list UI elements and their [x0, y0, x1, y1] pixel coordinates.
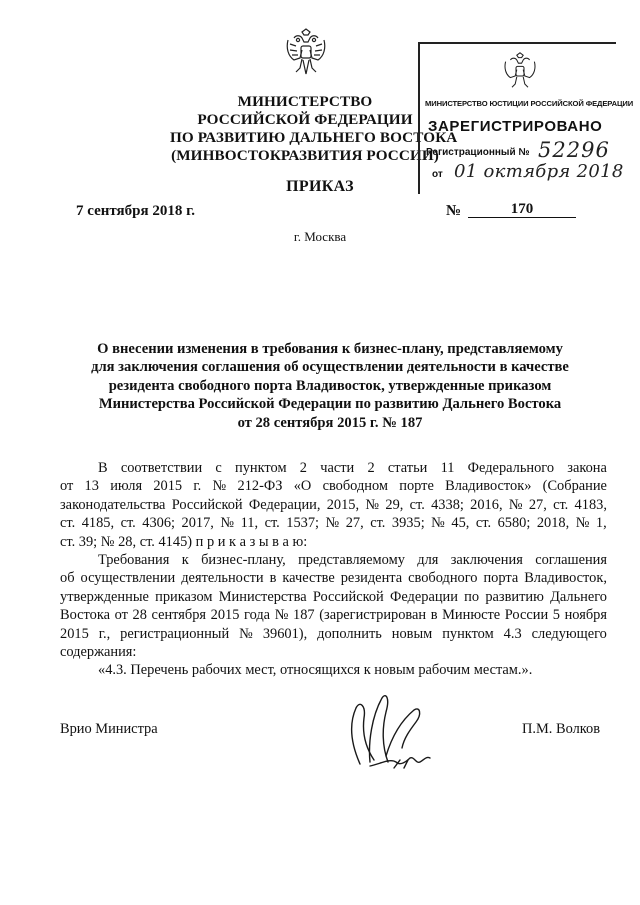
stamp-date-value: 01 октября 2018: [454, 161, 624, 182]
ministry-line: (МИНВОСТОКРАЗВИТИЯ РОССИИ): [171, 147, 439, 164]
paragraph-line: Требования к бизнес-плану, представляемому для заключения соглашения: [98, 551, 607, 568]
stamp-regno-value: 52296: [538, 138, 610, 162]
ministry-line: РОССИЙСКОЙ ФЕДЕРАЦИИ: [197, 111, 413, 128]
paragraph-line: 2015 г., регистрационный № 39601), дополнить новым пунктом 4.3 следующего: [60, 625, 607, 642]
order-city: г. Москва: [293, 229, 347, 244]
order-number: 170: [468, 201, 576, 218]
signatory-name: П.М. Волков: [522, 721, 601, 737]
paragraph-line: законодательства Российской Федерации, 2015, № 29, ст. 4338; 2016, № 27, ст. 4183,: [60, 496, 607, 513]
order-subject: [60, 340, 600, 432]
paragraph-amendment: [60, 551, 607, 643]
paragraph-line: ст. 39; № 28, ст. 4145) п р и к а з ы в а ю:: [60, 533, 308, 550]
paragraph-line: об осуществлении деятельности в качестве резидента свободного порта Владивосток,: [60, 570, 607, 587]
subject-line: Министерства Российской Федерации по развитию Дальнего Востока: [98, 396, 562, 413]
paragraph-new-clause: «4.3. Перечень рабочих мест, относящихся к новым рабочим местам.».: [98, 662, 533, 679]
order-title: ПРИКАЗ: [286, 178, 354, 195]
paragraph-line: В соответствии с пунктом 2 части 2 статьи 11 Федерального закона: [98, 460, 607, 476]
paragraph-line: ст. 4185, ст. 4306; 2017, № 11, ст. 1537; № 27, ст. 3935; № 45, ст. 6580; 2018, № 1,: [60, 515, 607, 532]
ministry-line: МИНИСТЕРСТВО: [237, 93, 373, 110]
subject-line: для заключения соглашения об осуществлении деятельности в качестве: [91, 359, 569, 376]
stamp-status: ЗАРЕГИСТРИРОВАНО: [428, 118, 603, 135]
order-date: 7 сентября 2018 г.: [76, 203, 196, 219]
paragraph-line: Востока от 28 сентября 2015 года № 187 (зарегистрирован в Минюсте России 5 ноября: [60, 607, 607, 624]
ministry-heading: [170, 93, 458, 165]
subject-line: О внесении изменения в требования к бизнес-плану, представляемому: [97, 341, 563, 357]
registration-stamp: [418, 42, 634, 194]
order-number-sign: №: [446, 203, 462, 219]
stamp-regno-label: Регистрационный №: [426, 147, 530, 158]
paragraph-line: от 13 июля 2015 г. № 212-ФЗ «О свободном порте Владивосток» (Собрание: [60, 478, 607, 495]
handwritten-signature-icon: [330, 686, 450, 786]
subject-line: от 28 сентября 2015 г. № 187: [237, 414, 423, 431]
stamp-from-label: от: [432, 169, 443, 180]
coat-of-arms-icon: [284, 28, 328, 78]
signatory-title: Врио Министра: [60, 721, 158, 737]
ministry-line: ПО РАЗВИТИЮ ДАЛЬНЕГО ВОСТОКА: [170, 129, 458, 146]
paragraph-legal-basis: [60, 459, 607, 533]
paragraph-line: утвержденные приказом Министерства Российской Федерации по развитию Дальнего: [60, 588, 607, 605]
stamp-ministry-name: МИНИСТЕРСТВО ЮСТИЦИИ РОССИЙСКОЙ ФЕДЕРАЦИИ: [425, 99, 634, 108]
subject-line: резидента свободного порта Владивосток, утвержденные приказом: [108, 377, 552, 394]
order-body: [60, 459, 607, 680]
stamp-coat-of-arms-icon: [502, 52, 538, 92]
paragraph-line: содержания:: [60, 643, 137, 660]
